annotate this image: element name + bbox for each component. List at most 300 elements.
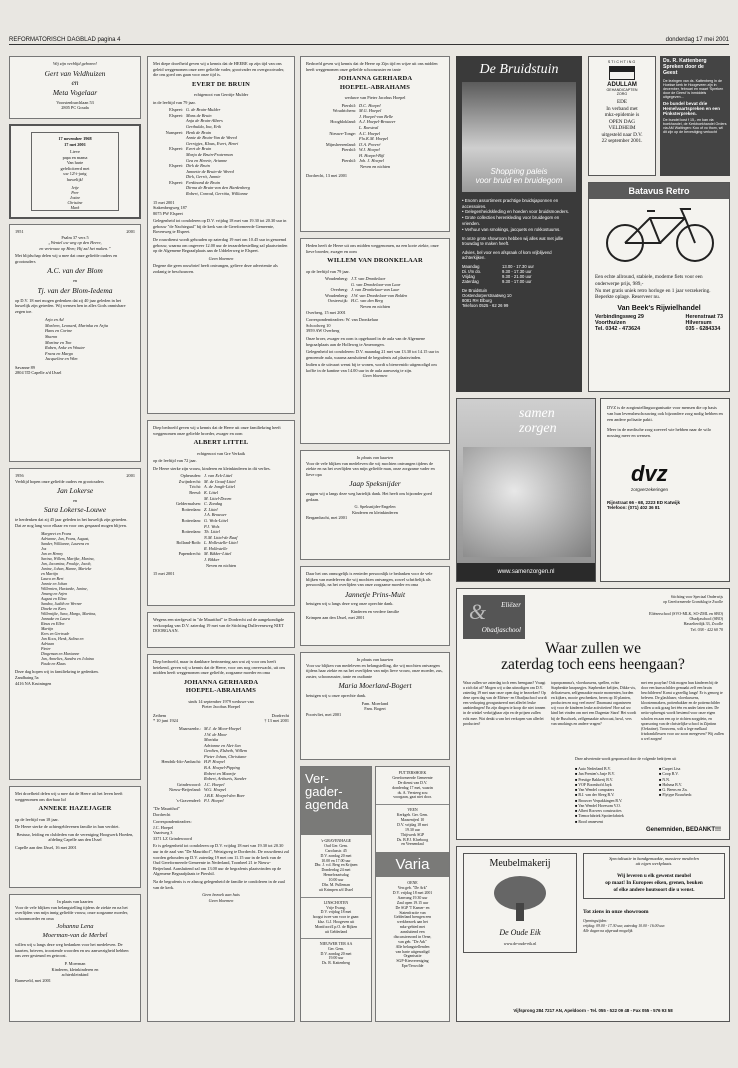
thanks-moerman <box>9 894 141 1022</box>
hours-day: Zaterdag <box>462 279 479 285</box>
dvz-address: Rijnstraat 66 - 68, 2223 ED Katwijk Telefoon: (071) 402 36 81 <box>607 499 681 510</box>
tel1: Tel. 0342 - 473624 <box>595 326 641 332</box>
date: Overberg, 15 mei 2001 <box>306 309 346 315</box>
anniversary-blom <box>9 224 141 462</box>
text2: Gelegenheid tot condoleren op D.V. vrijdag 18 mei van 19.30 tot 20.30 uur in gebouw "de Nachtegaal" bij de kerk van de Gereformeerde Gemeente, Bovenweg te Elspeet. <box>153 218 287 235</box>
anniversary-lines: Lieve papa en mama Van harte gefeliciteerd met uw 12½-jarig huwelijk! <box>60 149 90 183</box>
signatories: Fam. Moerland Fam. Bogert <box>361 700 389 712</box>
family-row <box>153 507 289 518</box>
ad-eliezer <box>456 588 730 840</box>
birth-names: Gert van Veldhuizen en Meta Vogelaar <box>44 68 106 98</box>
family-place: Elspeet: <box>169 146 183 152</box>
family-place: Elspeet: <box>169 163 183 169</box>
deceased-name: Maria Moerland-Bogert <box>338 681 412 691</box>
death-hazejager <box>9 786 141 888</box>
text2: betuigen wij u langs deze weg onze oprechte dank. <box>306 601 394 607</box>
name1: A.C. van der Blom <box>47 266 103 276</box>
kattenberg-text3: De bundel kost f 15,- en kan via boekhandel, de Kerkboekhandel Orders via AM Waltingen: Koo of vo thom, wil dit zijn op de bevestiging verkocht <box>663 117 727 134</box>
anniversary-lokerse <box>9 468 141 780</box>
text2: zeggen wij u langs deze weg hartelijk dank. Het heeft ons bijzonder goed gedaan. <box>306 491 432 502</box>
meubel-name: De Oude Eik <box>499 928 541 937</box>
text2: Onze broer, zwager en oom is opgebaard in de aula van de Algemene begraafplaats aan de Hollewrg te Amerongen. <box>306 335 426 347</box>
ad-dvz <box>600 398 730 582</box>
anniversary-to: 17 mei 2001 <box>64 141 86 147</box>
family-row <box>153 130 289 147</box>
age: in de leeftijd van 79 jaar. <box>153 99 196 105</box>
family-row <box>153 787 289 798</box>
death-de-bruin <box>147 56 295 414</box>
deceased-name: Johanna Lena Moerman-van de Merbel <box>42 923 108 939</box>
family-place: Woudenberg: <box>325 276 348 282</box>
age: op de leeftijd van 79 jaar. <box>306 268 350 274</box>
family-names: J. van Dronkelaar-van Laar <box>351 287 400 293</box>
family-place: Mijnsheerenland: <box>325 141 356 147</box>
date-address: 15 mei 2001 Stakenbergweg 187 8075 PW Elspeet <box>153 199 187 216</box>
text2: te herdenken dat zij 45 jaar geleden in het huwelijk zijn getreden. <box>15 517 128 523</box>
y2: 2001 <box>126 473 135 478</box>
family-row <box>153 798 289 804</box>
family-place: Rotterdam: <box>181 506 201 512</box>
intro: Diep bedroefd, maar in dankbare herinnering aan wat zij voor ons heeft betekend, geven wij u kennis dat de Heere, voor ons nog onverwacht, uit ons midden heeft weggenomen onze geliefde, zorgzame moeder en oma <box>153 659 286 676</box>
family-names: C. Zondag <box>204 501 223 507</box>
adullam-top: STICHTING <box>607 60 637 64</box>
family-place: Nieuwe-Tonge: <box>329 130 356 136</box>
sponsor-item: ■ Coop B.V. <box>659 772 679 777</box>
family-place: Nunspeet: <box>165 129 183 135</box>
ad-meubelmakerij <box>456 846 730 1022</box>
family-place: Hoogblokland: <box>330 119 356 125</box>
bruidstuin-title: De Bruidstuin <box>479 62 559 77</box>
place: Krimpen aan den IJssel, mei 2001 <box>306 614 365 620</box>
agenda-item-gravenhage: 's-GRAVENHAGE Oud Ger. Gem. Carolusstr. 45 D.V. zondag 20 mei 10.00 en 17.00 uur Dhr. J. v.d. Berg en Krijnen Donderdag 24 mei Hemelvaartsdag 10.00 uur Dhr. M. Pulleman uit Krimpen a/d IJssel <box>314 839 358 892</box>
sponsor-item: ■ Carpet Lisa <box>659 767 681 771</box>
meeting-agenda <box>300 766 372 1022</box>
death-littel <box>147 420 295 606</box>
cousins: Neven en nichten <box>359 304 391 310</box>
correspondence: Correspondentieadres: W. van Dronkelaar Schoolweg 10 3959 AW Overberg <box>306 317 379 334</box>
intro: Voor de vele blijken van belangstelling tijdens de ziekte en na het overlijden van mijn innig geliefde vrouw, onze zorgzame moeder, schoonmoeder en oma <box>15 904 129 921</box>
family-names: M.J. de Moor-Hoepel J.W. de Moor Mariska Adrianne en Alet-Jan Gerdien, Elsbeth, Willem Pieter Johan, Christiane <box>204 725 248 759</box>
meubel-t5: Vijfsprong 284 7217 AN, Apeldoorn - Tel. 055 - 522 09 48 - Fax 055 - 576 93 58 <box>513 1008 673 1013</box>
family-place: Beesd: <box>189 490 201 496</box>
agenda-item-linschoten: LINSCHOTEN Vrije Evang. D.V. vrijdag 18 mei hoogst twee van voor te gaan: klsz. G.J. Hoogeven uit Montfoort/J.p.O. de Rijken uit Gelderland <box>301 897 371 938</box>
family-place: Rotterdam: <box>181 517 201 523</box>
family-row <box>153 180 289 197</box>
bruidstuin-hours <box>456 262 582 286</box>
page-header-left: REFORMATORISCH DAGBLAD pagina 4 <box>9 37 121 43</box>
adullam-logo-icon <box>609 66 635 80</box>
sponsor-item: ■ Van Wendel Hovesom V.O. <box>575 803 621 808</box>
title: In plaats van kaarten <box>57 899 93 904</box>
family-names: Evert de Bruin Marja de Bruin-Fraterman Gea en Henrie, Arianne <box>186 146 233 163</box>
family-place: Piershil: <box>341 102 356 108</box>
logo-l1: Eliëzer <box>501 601 521 609</box>
family-names: W.J. Hoepel H. Hoepel-Bijl <box>359 147 385 158</box>
family-place: Bolland-Rotb: <box>176 540 201 546</box>
and: en <box>72 497 78 503</box>
widow-of: weduwe van Pieter Jacobus Hoepel <box>344 95 406 101</box>
bruidstuin-bullets <box>456 196 582 234</box>
page-header <box>9 33 729 45</box>
ad-kattenberg <box>660 56 730 176</box>
family-place: Elspeet: <box>169 179 183 185</box>
varia-title: Varia <box>376 852 449 877</box>
hours-day: Vrijdag <box>462 274 475 280</box>
text2: De Heere sterke zijn vrouw, kinderen en kleinkinderen in dit verlies. <box>153 465 271 471</box>
family-row <box>153 529 289 540</box>
family-names: A.C. Hoepel Flo.K.M. Hoepel <box>359 130 389 142</box>
agenda-item-oene: OENE Verr.geb. "De Ark" D.V. vrijdag 18 mei 2001 Aanvang 19.30 uur Zaal open 19.15 uur De SGP 'T Kamer- en Statenfractie van Gelderland brengen een werkbezoek aan het mkz-gebied met aansluitend een discussieavond in Oene, van geb. "De Ark" Alle belangstellenden van harte uitgenodigd Organisatie SGP-Kiesvereniging Epe/Terwolde <box>392 881 433 969</box>
family-names: A. de Jongh-Littel <box>204 484 235 490</box>
dvz-logo: dvz <box>631 460 668 486</box>
intro: Verblijd hopen onze geliefde ouders en grootouders <box>15 478 104 484</box>
family-list <box>153 107 289 196</box>
family-names: Ferdinand de Bruin Dirma de Bruin-van den Hardenberg Robert, Conrad, Gerritia, Willianne <box>186 179 250 196</box>
address: Savanne 89 2804 TD Capelle a/d IJssel <box>15 364 62 376</box>
text2: Er is gelegenheid tot condoleren op D.V. vrijdag 18 mei van 19.30 tot 20.30 uur in de zaal van "De Maurithof", Weizigweg te Dordrecht. De rouwdienst zal worden gehouden op D.V. zaterdag 19 mei om 11.15 uur in de kerk van de Oud Gereformeerde Gemeente in Nederland, Toonbeel 21 te Nieuw-Beijerland. Aansluitend zal om 13.00 uur de begrafenis plaatsvinden op de Algemene Begraafplaats te Piershil. <box>153 843 289 877</box>
family-row <box>153 163 289 180</box>
family-names: G. Wols-Littel P.J. Wols <box>204 517 228 529</box>
kattenberg-title: Ds. R. Kattenberg Spreken door de Geest <box>663 58 707 76</box>
adullam-text: EDE In verband met mkz-epidemie is OPEN DAG VELDHEIM uitgesteld naar D.V. 22 september 2001. <box>601 99 643 144</box>
batavus-addresses <box>589 312 729 334</box>
name2: Tj. van der Blom-Iedema <box>37 285 113 295</box>
family-row <box>153 540 289 551</box>
text4: Indien u de uitvaart wenst bij te wonen, wordt u bienvenido uitgenodigd om koffie in de kantine van 14.00 uur in de aula aanwezig te zijn. <box>306 362 437 373</box>
oak-tree-icon <box>490 873 550 923</box>
birth-announcement <box>9 56 141 119</box>
text2: De Heere sterke de achtergeblevenen familie in hun verdriet. <box>15 824 120 830</box>
family-row <box>306 131 444 142</box>
city1: Voorthuizen <box>595 320 626 326</box>
family-row <box>153 146 289 163</box>
family-row <box>153 726 289 759</box>
signatories: G. Speksnijder-Engelen Kinderen en kleinkinderen <box>352 504 398 515</box>
family-names: M. Bikker-Littel J. Bikker <box>204 551 232 562</box>
intro: Diep bedroefd geven wij u kennis dat de Heere uit onze familiekring heeft weggenomen onze geliefde broeder, zwager en oom <box>153 425 281 436</box>
meubel-url: www.de-oude-eik.nl <box>503 941 537 946</box>
family-row <box>153 490 289 501</box>
sponsor-item: ■ G. Beens en Zn. <box>659 788 688 793</box>
place: Bergambacht, mei 2001 <box>306 515 348 521</box>
bruidstuin-banner: Shopping paleis voor bruid en bruidegom <box>475 166 563 186</box>
agenda-title-2: gader- <box>305 784 343 799</box>
hours-day: Maandag <box>462 264 480 270</box>
intro: Heden heeft de Heere uit ons midden weggenomen, na een korte ziekte, onze lieve broeder, zwager en oom <box>306 243 439 254</box>
agenda-item-puttershoek: PUTTERSHOEK Gereformeerde Gemeente De dienst van D.V. donderdag 17 mei, waarin ds. A. Versteeg zou voorgaan, gaat niet door. <box>392 771 433 800</box>
text3: Bestuur, leiding en clubleden van de vereniging Hoogwerk Hoeden, afdeling Capelle aan den IJssel <box>16 831 134 843</box>
bicycle-icon <box>595 203 725 265</box>
family-names: J.T. van Dronkelaar G. van Dronkelaar-van Laar <box>351 276 401 287</box>
eliezer-col2: topropramma's, vloerkussens, spellen, echte Stapbenkte knapsegjes. Stapbenker kelijtes, Dikke vis, delicatessen, zelfgemaakte mooie momenten, borden en kijkers, mooie geschenken, beren op 10 planten, producten en nog veel meer! Daarnaast organiseren wij voor de kinderen leuke activiteiten! Hoe zal uw kind het vinden om met een Dagentar Stars! Het wordt bij de Buschoek, zelfgemaakte advocaat, bowl, vers van smokings en andere vragen? <box>551 681 637 726</box>
family-place: Opheusden: <box>180 473 201 479</box>
notice-text: Wegens een sterfgeval in "de Maurithof" te Dordrecht zal de aangekondigde verkoopdag van D.V. zaterdag 19 mei van de Stichting Dulleveneweg NIET DOORGAAN. <box>153 617 285 634</box>
intro: Met diepe droefheid geven wij u kennis dat de HEERE op zijn tijd van ons geleid weggenomen onze zeer geliefde vader, grootvader en overgrootvader, die ons goed ons gaan voor onze tijd is. <box>153 61 285 78</box>
addr2: Herenstraat 73 <box>685 314 723 320</box>
agenda-item-veen: VEEN Kerkgeb. Ger. Gem. Maasentjesl 10 D.V. vrijdag 18 mei 19.30 uur Thijtwerk SGP Ds. B.P.J. Kloeboog en Veenendaal <box>376 804 449 850</box>
bullet-item: • Grote collecties herenkleding voor bruidegom en vrienden. <box>462 215 560 226</box>
y1: 1951 <box>15 229 24 234</box>
text3: Dat ze nog lang voor elkaar en voor ons gespaard mogen blijven. <box>15 522 127 528</box>
deceased-name: EVERT DE BRUIN <box>191 80 251 88</box>
death-hoepel-family <box>147 654 295 1022</box>
family-row <box>306 276 444 287</box>
family-photo <box>463 447 591 557</box>
family-place: Oosterwijk: <box>327 298 348 304</box>
age: op de leeftijd van 18 jaar. <box>15 816 59 822</box>
family-names: Henk de Bruin Annie de Bruin-Van de Weerd Gerrigjes, Klaas, Evert, Henri <box>186 129 239 146</box>
eliezer-logo <box>463 595 525 639</box>
deceased-name: JOHANNA GERHARDA HOEPEL-ABRAHAMS <box>337 75 413 91</box>
sponsor-item: ■ Van Wendel computers <box>575 788 615 793</box>
bullet-item: • Gelegenheidskleding en hoeden voor bruidsmoeders. <box>462 209 569 215</box>
address: Zandbaing 5a 4416 NA Kruiningen <box>15 674 52 686</box>
sponsor-item: ■ Brouwer Verpakkingen B.V. <box>575 798 623 803</box>
family-names: K. Littel M. Littel-Doorn <box>204 490 232 501</box>
bruidstuin-address: De Bruidstuin Oostendorperstraatweg 10 8081 RH Elburg Telefoon 0525 - 62 26 99 <box>462 288 512 309</box>
family-place: Elspeet: <box>169 107 183 113</box>
kattenberg-text: De lezingen van ds. Kattenberg in de Hoekse kerk te Hoogeveen zijn in december, februari en maart 'Spreken door de Geest' is inmiddels uitgegeven... <box>663 78 724 99</box>
addr1: Verbindingsweg 29 <box>595 314 644 320</box>
family-names: Z. Littel J.A. Brouwer <box>204 506 227 518</box>
family-row <box>153 113 289 130</box>
verse: Psalm 37 vers 5 <box>61 234 89 240</box>
family-place: Piershil: <box>341 158 356 164</box>
family-names: Mans de Bruin Anja de Bruin-Albers Gerthulda, Ina, Erik <box>186 112 223 130</box>
hours-time: 9.30 - 21.00 uur <box>502 274 532 280</box>
sponsor-item: ■ Albert Roovers constructies <box>575 809 622 814</box>
place: Capelle aan den IJssel, 16 mei 2001 <box>15 844 77 850</box>
spouse: echtgenoot van Gre Verkaik <box>196 450 245 456</box>
title: In plaats van kaarten <box>356 455 394 460</box>
page-header-right: donderdag 17 mei 2001 <box>665 37 729 43</box>
deceased-name: Jannetje Prins-Muit <box>344 589 406 599</box>
tel2: 035 - 6284334 <box>685 326 721 332</box>
family-place: Elspeet: <box>169 112 183 118</box>
agenda-title-1: Ver- <box>305 771 329 786</box>
family-names: M. de Graaf-Littel <box>204 478 236 484</box>
place: Barneveld, mei 2001 <box>15 977 51 983</box>
family-row <box>306 108 444 119</box>
y1: 1956 <box>15 473 24 478</box>
signatories: Kinderen en verdere familie <box>350 609 400 615</box>
dvz-sub: zorgverzekeringen <box>631 486 669 492</box>
samen-title: samen zorgen <box>519 406 557 436</box>
eliezer-thanks: Genemniden, BEDANKT!!! <box>646 827 721 833</box>
hours-time: 13.00 - 17.30 uur <box>502 264 534 270</box>
thanks-moerland <box>300 652 450 760</box>
text2: betuigen wij u onze oprechte dank. <box>306 693 367 699</box>
correspondence: Correspondentieadres: J.C. Hoepel Vaartweg 3 3371 LZ Grindewoord <box>153 819 192 841</box>
death-place: Dordrecht <box>271 712 289 718</box>
text3: Na de begrafenis is er alsnog gelegenheid de familie te condoleren in de zaal van de kerk. <box>153 878 285 890</box>
meubel-logo <box>463 853 577 953</box>
meubel-t4: Openingstijden: vrijdag: 09.00 - 17.30 uur, zaterdag 10.00 - 16.00 uur. Alle dagen na afspraak mogelijk. <box>583 919 666 933</box>
eliezer-title: Waar zullen we zaterdag toch eens heengaan? <box>501 640 685 674</box>
family-names: Th. Littel N.M. Littel-de Raaf <box>204 529 238 540</box>
intro: Voor de vele blijken van medeleven die wij mochten ontvangen tijdens de ziekte en na het overlijden van mijn geliefde man, onze zorgzame vader en lieve opa <box>306 460 435 477</box>
sponsors-list-1 <box>575 767 655 825</box>
family-place: Rotterdam: <box>181 529 201 535</box>
birth-date: * 10 juni 1924 <box>153 718 178 724</box>
family-names: H.P. Hoepel B.A. Hoepel-Pipping Robert en Maartje Robert, Arthuris, Sander <box>204 759 247 782</box>
title: In plaats van kaarten <box>356 657 394 662</box>
dvz-text: DVZ is de zorginstellingsorganisatie voor mensen die op basis van hun levensbeschouwing ook bijzondere zorg nodig hebben en een andere polisatie pakti. <box>607 405 723 422</box>
birth-address: Voorstenburchlaan 53 2805 PC Gouda <box>56 99 94 111</box>
deceased-name: WILLEM VAN DRONKELAAR <box>327 257 423 265</box>
family-names: W.G. Hoepel J.B.E. Hoepel-den Boer <box>204 787 245 798</box>
bullet-item: • Verhuur van smokings, jacquets en rokkostuums. <box>462 226 561 232</box>
name2: Sara Lokerse-Louwe <box>43 505 107 515</box>
anniversary-kids: Jetje Peer Josine Christine Mark <box>67 184 83 211</box>
agenda-title <box>301 767 371 835</box>
intro: Met droefheid delen wij u mee dat de Heere uit het leven heeft weggenomen ons dierbaar lid <box>15 791 123 802</box>
batavus-text: Een echte allround, stabiele, moderne fiets voor een onderwerpe prijs, 989,- Nu met gratis uniek retro horloge en 1 jaar verzekering. Beperkte oplage. Reserveer nu. <box>595 274 711 301</box>
family-place: Nieuw-Beijerland: <box>169 787 201 793</box>
anniversary-inner <box>31 132 119 211</box>
text2: op D.V. 18 mei mogen gedenken dat zij 40 jaar geleden in het huwelijk zijn getreden. Wij wensen hen in alles Gods onmisbare zegen toe. <box>15 297 126 314</box>
agenda-col-2 <box>375 766 450 1022</box>
logo-l2: Obadjaschool <box>481 626 521 634</box>
family-row <box>153 759 289 781</box>
hours-day: Di. t/m do. <box>462 269 482 275</box>
flowers-note: Geen bloemen <box>208 255 234 261</box>
text3: Gelegenheid tot condoleren: D.V. maandag 21 mei van 13.30 tot 14.15 uur in genoemde aula, waarna aansluitend de begrafenis zal plaatsvinden. <box>306 349 439 360</box>
spouse: echtgenoot van Gerritje Mulder <box>193 92 249 98</box>
flowers-note: Geen bloemen <box>362 373 388 379</box>
place: Poortvliet, mei 2001 <box>306 711 342 717</box>
text4: Degene die geen rouwbrief heeft ontvangen, gelieve deze advertentie als zodanig te beschouwen. <box>153 263 278 274</box>
and: en <box>72 278 78 284</box>
family-names: M.G. Hoepel J. Hoepel-van Belle <box>359 108 393 119</box>
family-names: G. de Bruin-Mulder <box>186 107 221 113</box>
samen-url: www.samenzorgen.nl <box>457 563 595 581</box>
kattenberg-text2: De bundel bevat drie Hemelvaartspreken en een Pinksterpreken. <box>663 100 721 116</box>
meubel-t1: Specialisatie in handgemaakte, massieve meubelen uit eigen werkplaats. <box>583 853 725 899</box>
sponsors-list-2 <box>659 767 725 799</box>
thanks-prins <box>300 566 450 646</box>
meubel-t3: Tot ziens in onze showroom <box>583 909 649 915</box>
agenda-title-3: agenda <box>305 797 349 812</box>
text4: Deze dag hopen wij in familiekring te gedenken. <box>15 669 99 675</box>
meubel-title: Meubelmakerij <box>489 858 551 869</box>
family-place: Woudrichem: <box>332 108 356 114</box>
bruidstuin-text2: Advies, bel voor een afspraak of kom vrijblijvend achterkijken. <box>462 250 552 261</box>
sponsor-item: ■ B.J. van der Sleeg B.V. <box>575 793 615 798</box>
family-names: Dirk de Bruin Jannette de Bruin-de Weerd Dirk, Gerrit, Jannie <box>186 163 234 180</box>
family-place: Maarssenbr.: <box>178 725 201 731</box>
eliezer-col3: met een poaylan! Ook mogen hun kinderen bij de door een kunsschilder gemaakt zelf een bruin beschilderen! Komt u gezellig langs! Er is genoeg te beleven. De glasblazer, vloerkussens, kloostenmakers, pottenbakker en de pottenschilder willen u ook graag het één en ander laten zien. De netto-opbrengst wordt bestemd voor onze eigen scholen en aan een op te richten zorgplein, en sponsoring van de christelijke school in Zijntinn (Oekraïne). Trouwens, wilt u lege melkaal frisdrankflessen voor uw zoon meegeven? Wij zullen u wel zorgen! <box>641 681 724 741</box>
signatories: P. Moerman Kinderen, kleinkinderen en achterkleinkind <box>51 960 99 978</box>
death-dronkelaar <box>300 238 450 444</box>
cousins: Neven en nichten <box>205 562 237 568</box>
family-list <box>153 473 289 562</box>
anniversary-date: 17 november 1968 <box>58 136 92 141</box>
ampersand-icon: & <box>469 599 487 624</box>
intro: Met blijdschap delen wij u mee dat onze geliefde ouders en grootouders <box>15 253 118 264</box>
family-row <box>306 119 444 130</box>
family-names: IJ.A. Poveré <box>359 141 381 147</box>
ad-samen-zorgen <box>456 398 596 582</box>
eliezer-r2: Eliëzerschool (SVO-MLK, SO-ZML en SBO) Obadjaschool (SBO) Hasselterdijk 33, Zwolle Tel. 038 - 422 60 70 <box>649 611 723 632</box>
intro: Bedroefd geven wij kennis dat de Heere op Zijn tijd en wijze uit ons midden heeft weggenomen onze geliefde schoonzuster en tante <box>306 61 438 72</box>
family-names: A.J. Hoepel-Brouwer L. Roestval <box>359 119 396 130</box>
family-place: Papendrecht: <box>178 551 201 557</box>
birth-place: Zeihem <box>153 712 167 718</box>
family-place: 's-Gravendeel: <box>176 798 201 804</box>
deceased-name: Jaap Speksnijder <box>349 479 401 489</box>
agenda-item-nieuwer-ter-aa: NIEUWER TER AA Ger. Gem. D.V. zondag 20 mei 19.00 uur Ds. R. Kattenberg <box>301 938 371 969</box>
notice-maurithof <box>147 612 295 648</box>
sponsor-item: ■ Flytype Bouwbedr. <box>659 793 693 798</box>
eliezer-r1: Stichting voor Speciaal Onderwijs op Gereformeerde Grondslag te Zwolle <box>663 595 723 604</box>
death-hoepel-2 <box>300 56 450 232</box>
flowers-note: Geen bezoek aan huis Geen bloemen <box>202 892 240 903</box>
anniversary-card <box>9 124 141 219</box>
sponsor-item: ■ Prestige Bakkerij B.V. <box>575 777 614 782</box>
family-names: J. van Eck-Littel <box>204 473 233 479</box>
adullam-name: ADULLAM <box>607 82 637 88</box>
dvz-text2: Meer in de medische zorg zoeveel wie hebben naar de wilo nossing meer en wensen. <box>607 426 712 438</box>
sponsor-item: ■ Rood omnevent <box>575 819 604 824</box>
family-row <box>153 551 289 562</box>
family-place: Tricht: <box>189 484 201 490</box>
quote: „Wentel uw weg op den Heere, en vertrouw op Hem; Hij zal het maken.” <box>39 240 111 251</box>
sponsor-item: ■ Tiemorfabriek Spotterfabriek <box>575 814 624 819</box>
address: "De Maurithof" Dordrecht <box>153 806 181 817</box>
batavus-title: Batavus Retro <box>589 183 729 199</box>
text2: willen wij u langs deze weg bedanken voor het medeleven. De kaarten, brieven, troostende woorden en uw aanwezigheid hebben ons zeer gesteund en getroost. <box>15 942 129 959</box>
y2: 2001 <box>126 229 135 234</box>
sponsor-item: ■ Halsma B.V. <box>659 782 683 787</box>
deceased-name: JOHANNA GERHARDA HOEPEL-ABRAHAMS <box>183 678 259 695</box>
ad-adullam <box>588 56 656 176</box>
signatories: Arja en Ad Marleen, Leonard, Marinka en Arjia Hans en Corine Sharon Martine en Ton Ruben, Anke en Wouter Frans en Margo Jacqueline en Wim <box>45 317 109 362</box>
sponsor-item: ■ Auto Nederland B.V. <box>575 767 611 771</box>
family-place: Hendrik-Ido-Ambacht: <box>161 759 201 765</box>
bride-photo <box>462 82 576 192</box>
cousins: Neven en nichten <box>359 163 391 169</box>
ad-batavus <box>588 182 730 392</box>
family-list <box>306 276 444 304</box>
batavus-shop: Van Beek's Rijwielhandel <box>617 305 701 312</box>
text3: De rouwdienst wordt gehouden op zaterdag 19 mei om 10.45 uur in genoemd gebouw, waarna om ongeveer 12.00 uur de teraardebestelling zal plaatsvinden op de Algemene Begraafplaats aan de Uddelerweg te Elspeet. <box>153 237 288 254</box>
adullam-sub: GEHANDICAPTEN ZORG <box>606 88 638 96</box>
family-names: P.J. Hoepel <box>204 798 224 804</box>
date: 15 mei 2001 <box>153 571 175 577</box>
death-date: † 13 mei 2001 <box>264 718 289 724</box>
family-place: Zwijndrecht: <box>178 478 201 484</box>
sponsor-item: ■ N.N. <box>659 777 670 782</box>
signatories: Margreet en Frans Adrianne, Jan, Frans, August, Sander, Willianne, Laurens en Jos Jan en Henny Sarina, Willem, Marijke, Marina, Jan, Jacomina, Froukje, Jacob, Janine, Johan, Hanne, Marieke en Martijn Laura en Bert Jannie en Johan Willemien, Harianke, Janine, Jimeng en Arjen August en Elina Sandra, Judith en Werner Dineke en Kees Willemijke, Sara, Margo, Martina, Jannake en Laura Rinus en Ellen Martijn Kees en Gertrude Jan Koos, Henk, Salina en Adriaan Pieter Dingeman en Marianne Jan, Annelies, Sandra en Jolaina Paula en Klaas <box>41 531 97 667</box>
family-list <box>153 726 289 804</box>
family-place: Grindewoord: <box>176 781 201 787</box>
age: op de leeftijd van 72 jaar. <box>153 458 197 464</box>
family-row <box>153 518 289 529</box>
ad-bruidstuin <box>456 56 582 392</box>
family-names: L. Hollestelle-Littel R. Hollestelle <box>204 540 238 551</box>
family-names: H.C. van den Berg <box>351 298 383 304</box>
meubel-t2: Wij leveren u elk gewenst meubel op maat! In Europees eiken, grenen, beuken of elke andere houtsoort die u wenst. <box>605 873 703 893</box>
birth-lead: Wij zijn verblijd geboren! <box>53 61 97 66</box>
family-place: Woudenberg: <box>325 292 348 298</box>
family-row <box>306 147 444 158</box>
intro: Voor uw blijken van medeleven en belangstelling, die wij mochten ontvangen tijdens haar ziekte en na het overlijden van mijn lieve vrouw, onze moeder, zus, zuster, schoonzuster, tante en oudtante <box>306 662 443 679</box>
widow-of: sinds 14 september 1979 weduwe van Pieter Jacobus Hoepel <box>188 698 254 710</box>
family-names: D.C. Hoepel <box>359 102 381 108</box>
eliezer-sponsor-lead: Deze advertentie wordt gesponsord door de volgende bedrijven uit <box>575 757 677 761</box>
hours-row <box>462 279 576 284</box>
